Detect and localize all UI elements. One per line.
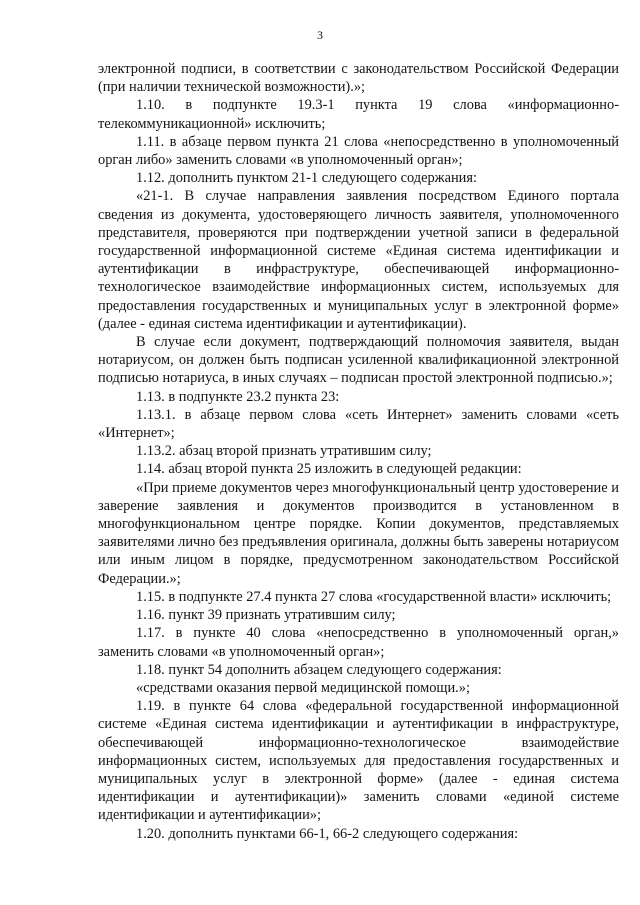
- document-body: [98, 60, 619, 843]
- paragraph: 1.13.2. абзац второй признать утратившим силу;: [136, 443, 432, 460]
- paragraph: 1.15. в подпункте 27.4 пункта 27 слова «государственной власти» исключить;: [136, 588, 612, 605]
- paragraph: «средствами оказания первой медицинской помощи.»;: [136, 679, 470, 696]
- paragraph: 1.16. пункт 39 признать утратившим силу;: [136, 607, 396, 624]
- paragraph: электронной подписи, в соответствии с законодательством Российской Федерации (при наличии технической возможности).»;: [98, 61, 619, 96]
- paragraph: 1.12. дополнить пунктом 21-1 следующего содержания:: [136, 170, 477, 187]
- paragraph: 1.17. в пункте 40 слова «непосредственно в уполномоченный орган,» заменить словами «в уполномоченный орган»;: [98, 625, 619, 660]
- paragraph: «21-1. В случае направления заявления посредством Единого портала сведения из документа, удостоверяющего личность заявителя, уполномоченного представителя, проверяются при подтверждении учетной записи в федеральной государственной информационной системе «Единая система идентификации и аутентификации в инфраструктуре, обеспечивающей информационно-технологическое взаимодействие информационных систем, используемых для предоставления государственных и муниципальных услуг в электронной форме» (далее - единая система идентификации и аутентификации).: [98, 188, 619, 332]
- paragraph: 1.10. в подпункте 19.3-1 пункта 19 слова «информационно-телекоммуникационной» исключить;: [98, 97, 619, 132]
- paragraph: 1.11. в абзаце первом пункта 21 слова «непосредственно в уполномоченный орган либо» заменить словами «в уполномоченный орган»;: [98, 133, 619, 169]
- paragraph: 1.20. дополнить пунктами 66-1, 66-2 следующего содержания:: [136, 825, 519, 842]
- paragraph: 1.19. в пункте 64 слова «федеральной государственной информационной системе «Единая система идентификации и аутентификации в инфраструктуре, обеспечивающей информационно-технологическое взаимодействие информационных систем, используемых для предоставления государственных и муниципальных услуг в электронной форме» (далее - единая система идентификации и аутентификации)» заменить словами «единой системе идентификации и аутентификации»;: [98, 698, 619, 824]
- page-number: 3: [317, 28, 323, 42]
- paragraph: 1.14. абзац второй пункта 25 изложить в следующей редакции:: [136, 461, 522, 478]
- paragraph: «При приеме документов через многофункциональный центр удостоверение и заверение заявления и документов производится в установленном в многофункциональном центре порядке. Копии документов, представляемых заявителями лично без предъявления оригинала, должны быть заверены нотариусом или иным лицом в порядке, предусмотренном законодательством Российской Федерации.»;: [98, 479, 619, 587]
- paragraph: 1.13. в подпункте 23.2 пункта 23:: [136, 388, 340, 405]
- paragraph: 1.13.1. в абзаце первом слова «сеть Интернет» заменить словами «сеть «Интернет»;: [98, 406, 619, 442]
- paragraph: 1.18. пункт 54 дополнить абзацем следующего содержания:: [136, 661, 502, 678]
- paragraph: В случае если документ, подтверждающий полномочия заявителя, выдан нотариусом, он должен быть подписан усиленной квалификационной электронной подписью нотариуса, в иных случаях – подписан простой электронной подписью.»;: [98, 334, 619, 387]
